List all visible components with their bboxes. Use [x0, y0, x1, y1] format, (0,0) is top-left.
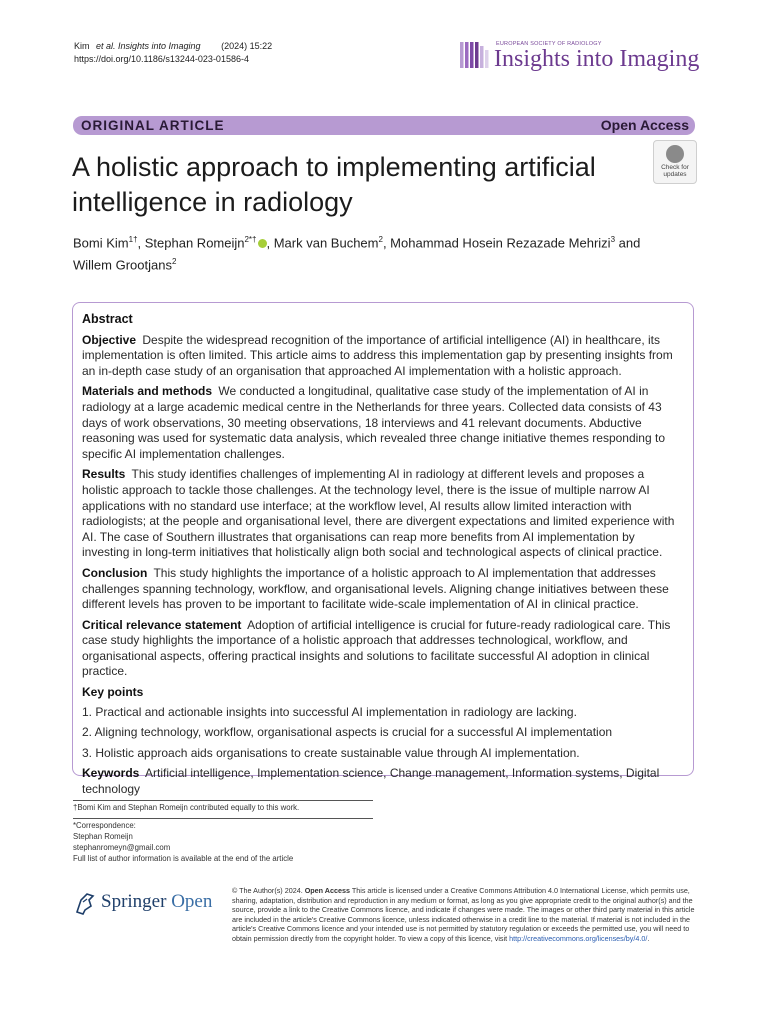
keypoint-item: 2. Aligning technology, workflow, organisational aspects is crucial for a successful AI implementation	[82, 725, 613, 740]
license-text	[232, 886, 696, 944]
results-text: This study identifies challenges of implementing AI in radiology at different levels and proposes a holistic approach to tackle those challenges. At the technology level, there is the issue of multiple narrow AI applications with no standard use interface; at the workflow level, AI results allow limited interaction with radiologists; at the people and organisational level, there are divergent expectations and limited experience with AI. The case of Southern illustrates that organisations can reap more benefits from AI implementation by investing in long-term initiatives that holistically align both social and technological aspects of clinical practice.	[82, 467, 675, 560]
abstract-box	[72, 302, 694, 797]
abstract-content	[82, 312, 680, 803]
correspondence-email[interactable]: stephanromeyn@gmail.com	[73, 843, 171, 852]
journal-name: Insights into Imaging	[494, 46, 700, 72]
article-type-bar	[73, 116, 695, 135]
author-name[interactable]: , Mohammad Hosein Rezazade Mehrizi	[382, 235, 611, 251]
footnotes	[73, 800, 373, 864]
abstract-methods	[82, 384, 680, 462]
license-body: This article is licensed under a Creative Commons Attribution 4.0 International License, which permits use, sharing, adaptation, distribution and reproduction in any medium or format, as long as you give appropriate credit to the original author(s) and the source, provide a link to the Creative Commons licence, and indicate if changes were made. The images or other third party material in this article are included in the article's Creative Commons licence, unless indicated otherwise in a credit line to the material. If material is not included in the article's Creative Commons licence and your intended use is not permitted by statutory regulation or exceeds the permitted use, you will need to obtain permission directly from the copyright holder. To view a copy of this licence, visit	[232, 886, 695, 943]
license-open-access: Open Access	[304, 886, 350, 895]
abstract-conclusion	[82, 566, 680, 613]
critical-text: Adoption of artificial intelligence is crucial for future-ready radiological care. This case study highlights the importance of a holistic approach that addresses technological, workflow, and organisational aspects, offering practical insights and solutions to facilitate successful AI adoption in clinical practice.	[82, 617, 671, 679]
journal-society: EUROPEAN SOCIETY OF RADIOLOGY	[496, 41, 602, 47]
updates-badge-line2: updates	[663, 171, 687, 178]
objective-text: Despite the widespread recognition of the importance of artificial intelligence (AI) in healthcare, its implementation is often limited. This article aims to address this implementation gap by presenting insights from an in-depth case study of an organisation that approached AI implementation with a holistic approach.	[82, 332, 673, 378]
methods-text: We conducted a longitudinal, qualitative case study of the implementation of AI in radiology at a large academic medical centre in the Netherlands for three years. Collected data consists of 43 days of work observations, 30 meeting observations, 18 interviews and 41 relevant documents. Abductive reasoning was used for systematic data analysis, which revealed three change initiative themes responding to specific AI implementation challenges.	[82, 384, 665, 461]
footnote-divider	[73, 818, 373, 819]
correspondence-name: Stephan Romeijn	[73, 832, 133, 841]
correspondence-label: *Correspondence:	[73, 821, 136, 830]
keywords-label: Keywords	[82, 766, 140, 781]
keypoints-heading: Key points	[82, 685, 144, 700]
abstract-critical-relevance	[82, 618, 680, 680]
citation-authors: Kim	[74, 41, 92, 51]
license-link[interactable]: http://creativecommons.org/licenses/by/4.0/	[509, 933, 648, 943]
article-title: A holistic approach to implementing artificial intelligence in radiology	[72, 152, 596, 217]
updates-icon	[666, 145, 684, 163]
methods-label: Materials and methods	[82, 384, 213, 399]
citation-journal: et al. Insights into Imaging	[96, 41, 201, 51]
license-tail: .	[647, 933, 650, 943]
check-for-updates-badge[interactable]	[653, 140, 697, 184]
springer-open: Open	[171, 891, 213, 912]
author-affiliation: 3	[610, 235, 616, 244]
objective-label: Objective	[82, 332, 137, 347]
journal-logo[interactable]	[460, 40, 700, 76]
springer-brand	[101, 891, 212, 913]
citation-block	[74, 40, 276, 66]
springer-name: Springer	[101, 891, 167, 912]
author-info-note: Full list of author information is available at the end of the article	[73, 854, 294, 863]
keywords-text: Artificial intelligence, Implementation science, Change management, Information systems, Digital technology	[82, 766, 660, 797]
doi-link[interactable]: https://doi.org/10.1186/s13244-023-01586-4	[74, 54, 249, 64]
author-name[interactable]: , Mark van Buchem	[266, 235, 379, 251]
author-affiliation: 2	[378, 235, 383, 244]
abstract-heading: Abstract	[82, 312, 133, 326]
equal-contribution-note: †Bomi Kim and Stephan Romeijn contributed equally to this work.	[73, 803, 300, 812]
author-affiliation: 2	[171, 257, 177, 267]
conclusion-label: Conclusion	[82, 565, 148, 580]
author-conjunction: and	[615, 235, 641, 251]
author-affiliation: 1†	[128, 235, 138, 244]
citation-line	[74, 40, 276, 53]
springer-open-logo[interactable]	[73, 888, 233, 918]
results-label: Results	[82, 467, 126, 482]
abstract-keywords	[82, 766, 680, 797]
author-affiliation: 2*†	[244, 235, 257, 244]
journal-logo-icon	[460, 42, 492, 72]
author-name[interactable]: Bomi Kim	[73, 235, 129, 251]
updates-badge-line1: Check for	[661, 164, 689, 171]
conclusion-text: This study highlights the importance of a holistic approach to AI implementation that addresses challenges spanning technology, workflow, and organisational levels. Aligning change initiatives between these different levels has proven to be important to facilitate wide-scale implementation of AI in clinical practice.	[82, 565, 669, 612]
keypoint-item: 3. Holistic approach aids organisations to create sustainable value through AI implementation.	[82, 745, 580, 760]
author-name[interactable]: , Stephan Romeijn	[137, 235, 245, 251]
open-access-label: Open Access	[600, 117, 689, 133]
citation-year: (2024) 15:22	[221, 41, 273, 51]
keypoint-item: 1. Practical and actionable insights into successful AI implementation in radiology are lacking.	[82, 704, 577, 719]
license-copyright: © The Author(s) 2024.	[232, 886, 305, 895]
orcid-icon[interactable]	[258, 239, 267, 248]
springer-horse-icon	[73, 890, 97, 916]
author-list	[73, 230, 693, 275]
critical-label: Critical relevance statement	[82, 617, 242, 632]
abstract-results	[82, 467, 680, 561]
author-name[interactable]: Willem Grootjans	[73, 257, 172, 273]
article-type: ORIGINAL ARTICLE	[81, 118, 225, 133]
abstract-objective	[82, 333, 680, 380]
footnote-divider	[73, 800, 373, 801]
